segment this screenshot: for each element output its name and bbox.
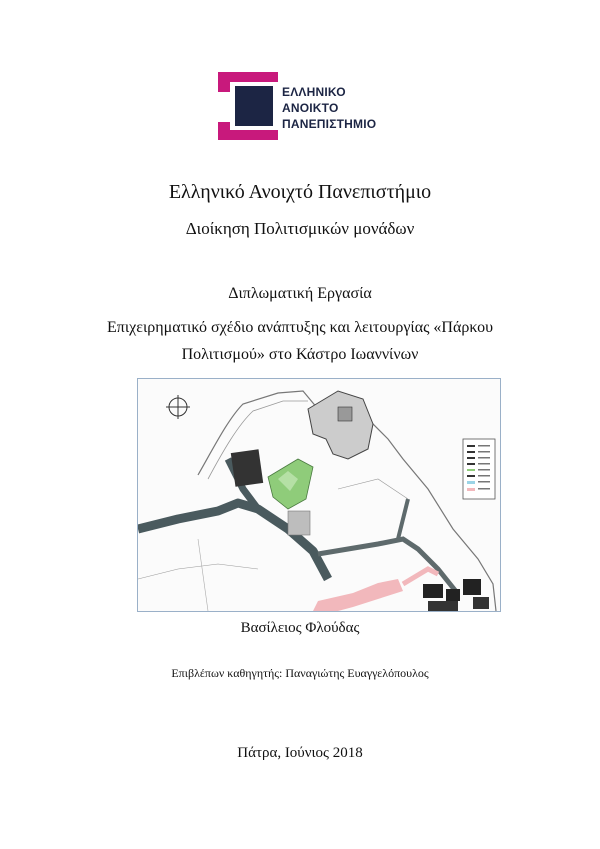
north-arrow-icon	[166, 395, 190, 419]
site-buildings-cluster	[423, 579, 489, 611]
logo-line-3: ΠΑΝΕΠΙΣΤΗΜΙΟ	[282, 117, 377, 131]
logo-line-1: ΕΛΛΗΝΙΚΟ	[282, 85, 346, 99]
site-plan-image	[137, 378, 501, 612]
author-name: Βασίλειος Φλούδας	[240, 620, 360, 636]
place-date: Πάτρα, Ιούνιος 2018	[237, 745, 363, 761]
site-pink-path	[313, 579, 403, 611]
logo-mark-icon	[218, 72, 278, 140]
university-name: Ελληνικό Ανοιχτό Πανεπιστήμιο	[168, 181, 432, 203]
thesis-title-line-2: Πολιτισμού» στο Κάστρο Ιωαννίνων	[181, 346, 419, 363]
site-building	[231, 449, 263, 487]
site-plan-legend	[463, 439, 495, 499]
logo-wordmark	[282, 84, 376, 132]
thesis-title-line-1: Επιχειρηματικό σχέδιο ανάπτυξης και λειτουργίας «Πάρκου	[107, 319, 493, 336]
university-logo	[218, 72, 398, 140]
castle-complex	[308, 391, 373, 459]
document-type: Διπλωματική Εργασία	[228, 285, 372, 302]
logo-line-2: ΑΝΟΙΚΤΟ	[282, 101, 339, 115]
supervisor: Επιβλέπων καθηγητής: Παναγιώτης Ευαγγελόπουλος	[171, 666, 429, 680]
program-name: Διοίκηση Πολιτισμικών μονάδων	[185, 219, 415, 238]
